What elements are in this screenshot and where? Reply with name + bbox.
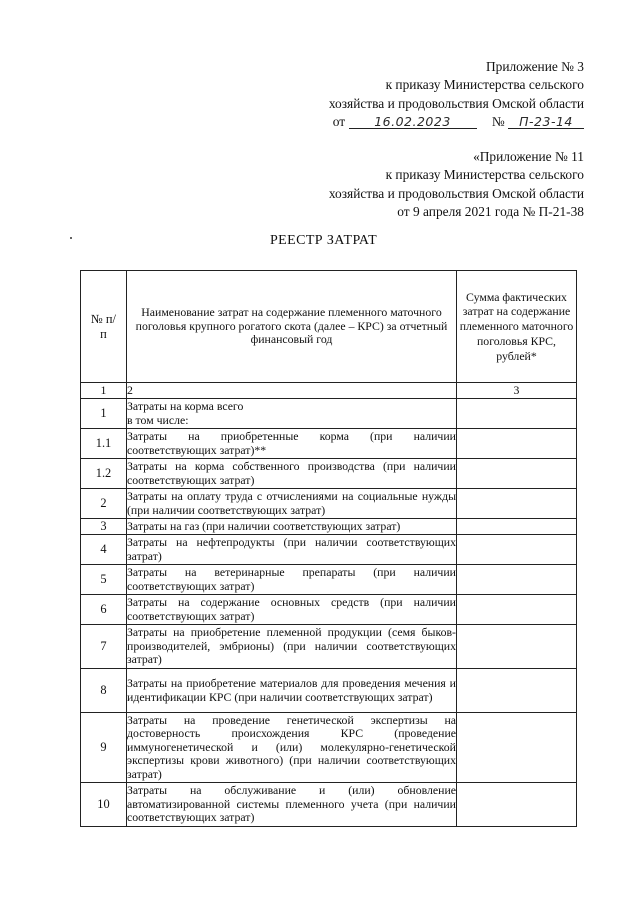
table-row — [81, 595, 577, 625]
row-cost-name: Затраты на нефтепродукты (при наличии соответствующих затрат) — [127, 534, 456, 563]
row-cost-sum[interactable] — [457, 489, 577, 519]
table-row — [81, 565, 577, 595]
handwritten-number: П-23-14 — [508, 115, 584, 129]
row-number: 1.1 — [81, 429, 127, 459]
column-number-1: 1 — [81, 383, 127, 399]
document-title: РЕЕСТР ЗАТРАТ — [270, 233, 378, 248]
row-cost-sum[interactable] — [457, 713, 577, 783]
appendix-3-header — [329, 58, 584, 132]
header-number-label: № п/п — [91, 311, 116, 341]
row-cost-sum[interactable] — [457, 669, 577, 713]
row-number: 4 — [81, 535, 127, 565]
row-cost-sum[interactable] — [457, 535, 577, 565]
appendix-3-order-line: к приказу Министерства сельского — [385, 77, 584, 93]
row-number: 10 — [81, 783, 127, 827]
row-cost-name: Затраты на проведение генетической экспертизы на достоверность происхождения КРС (проведение иммуногенетической и (или) молекулярно-генетической экспертизы крови животного) (при наличии соответствующих затрат) — [127, 712, 456, 781]
table-row — [81, 625, 577, 669]
row-cost-sum[interactable] — [457, 519, 577, 535]
table-row — [81, 519, 577, 535]
cost-register-table — [80, 270, 577, 827]
table-row — [81, 399, 577, 429]
table-row — [81, 459, 577, 489]
row-cost-name: Затраты на содержание основных средств (при наличии соответствующих затрат) — [127, 594, 456, 623]
row-number: 2 — [81, 489, 127, 519]
header-cost-sum: Сумма фактических затрат на содержание племенного маточного поголовья КРС, рублей* — [457, 271, 577, 383]
column-number-3: 3 — [457, 383, 577, 399]
row-cost-name: Затраты на обслуживание и (или) обновление автоматизированной системы племенного учета (при наличии соответствующих затрат) — [127, 783, 457, 827]
row-cost-name: Затраты на газ (при наличии соответствующих затрат) — [127, 519, 457, 535]
row-cost-name: Затраты на корма всего в том числе: — [127, 399, 457, 429]
row-cost-sum[interactable] — [457, 399, 577, 429]
scan-speck — [70, 237, 72, 239]
row-cost-name: Затраты на оплату труда с отчислениями на социальные нужды (при наличии соответствующих затрат) — [127, 488, 456, 517]
row-number: 9 — [81, 713, 127, 783]
appendix-3-title: Приложение № 3 — [485, 59, 584, 74]
row-cost-sum[interactable] — [457, 565, 577, 595]
row-cost-sum[interactable] — [457, 595, 577, 625]
row-cost-name: Затраты на приобретение материалов для проведения мечения и идентификации КРС (при наличии соответствующих затрат) — [127, 669, 457, 713]
row-cost-sum[interactable] — [457, 625, 577, 669]
handwritten-date: 16.02.2023 — [349, 115, 477, 129]
table-row — [81, 429, 577, 459]
appendix-3-ministry-line: хозяйства и продовольствия Омской области — [328, 95, 584, 111]
row-cost-name: Затраты на приобретенные корма (при наличии соответствующих затрат)** — [127, 428, 456, 457]
column-number-2: 2 — [127, 383, 457, 399]
header-number — [81, 271, 127, 383]
table-row — [81, 489, 577, 519]
row-number: 5 — [81, 565, 127, 595]
appendix-11-ministry-line: хозяйства и продовольствия Омской области — [328, 185, 584, 201]
row-cost-sum[interactable] — [457, 783, 577, 827]
appendix-3-date-number-line — [329, 113, 584, 131]
appendix-11-title: «Приложение № 11 — [473, 149, 584, 164]
appendix-11-date-line: от 9 апреля 2021 года № П-21-38 — [397, 204, 584, 220]
row-cost-sum[interactable] — [457, 429, 577, 459]
row-cost-name: Затраты на приобретение племенной продукции (семя быков-производителей, эмбрионы) (при наличии соответствующих затрат) — [127, 625, 457, 669]
table-row — [81, 535, 577, 565]
column-number-row — [81, 383, 577, 399]
appendix-11-header — [329, 148, 584, 222]
table-row — [81, 713, 577, 783]
header-cost-name: Наименование затрат на содержание племенного маточного поголовья крупного рогатого скота (далее – КРС) за отчетный финансовый год — [127, 271, 457, 383]
date-prefix: от — [332, 114, 346, 130]
appendix-11-order-line: к приказу Министерства сельского — [385, 167, 584, 183]
row-number: 6 — [81, 595, 127, 625]
table-header-row — [81, 271, 577, 383]
row-number: 1 — [81, 399, 127, 429]
row-cost-sum[interactable] — [457, 459, 577, 489]
row-cost-name: Затраты на ветеринарные препараты (при наличии соответствующих затрат) — [127, 564, 456, 593]
row-cost-name: Затраты на корма собственного производства (при наличии соответствующих затрат) — [127, 458, 456, 487]
row-number: 7 — [81, 625, 127, 669]
row-number: 3 — [81, 519, 127, 535]
row-number: 1.2 — [81, 459, 127, 489]
number-prefix: № — [491, 114, 505, 130]
table-row — [81, 783, 577, 827]
table-row — [81, 669, 577, 713]
row-number: 8 — [81, 669, 127, 713]
